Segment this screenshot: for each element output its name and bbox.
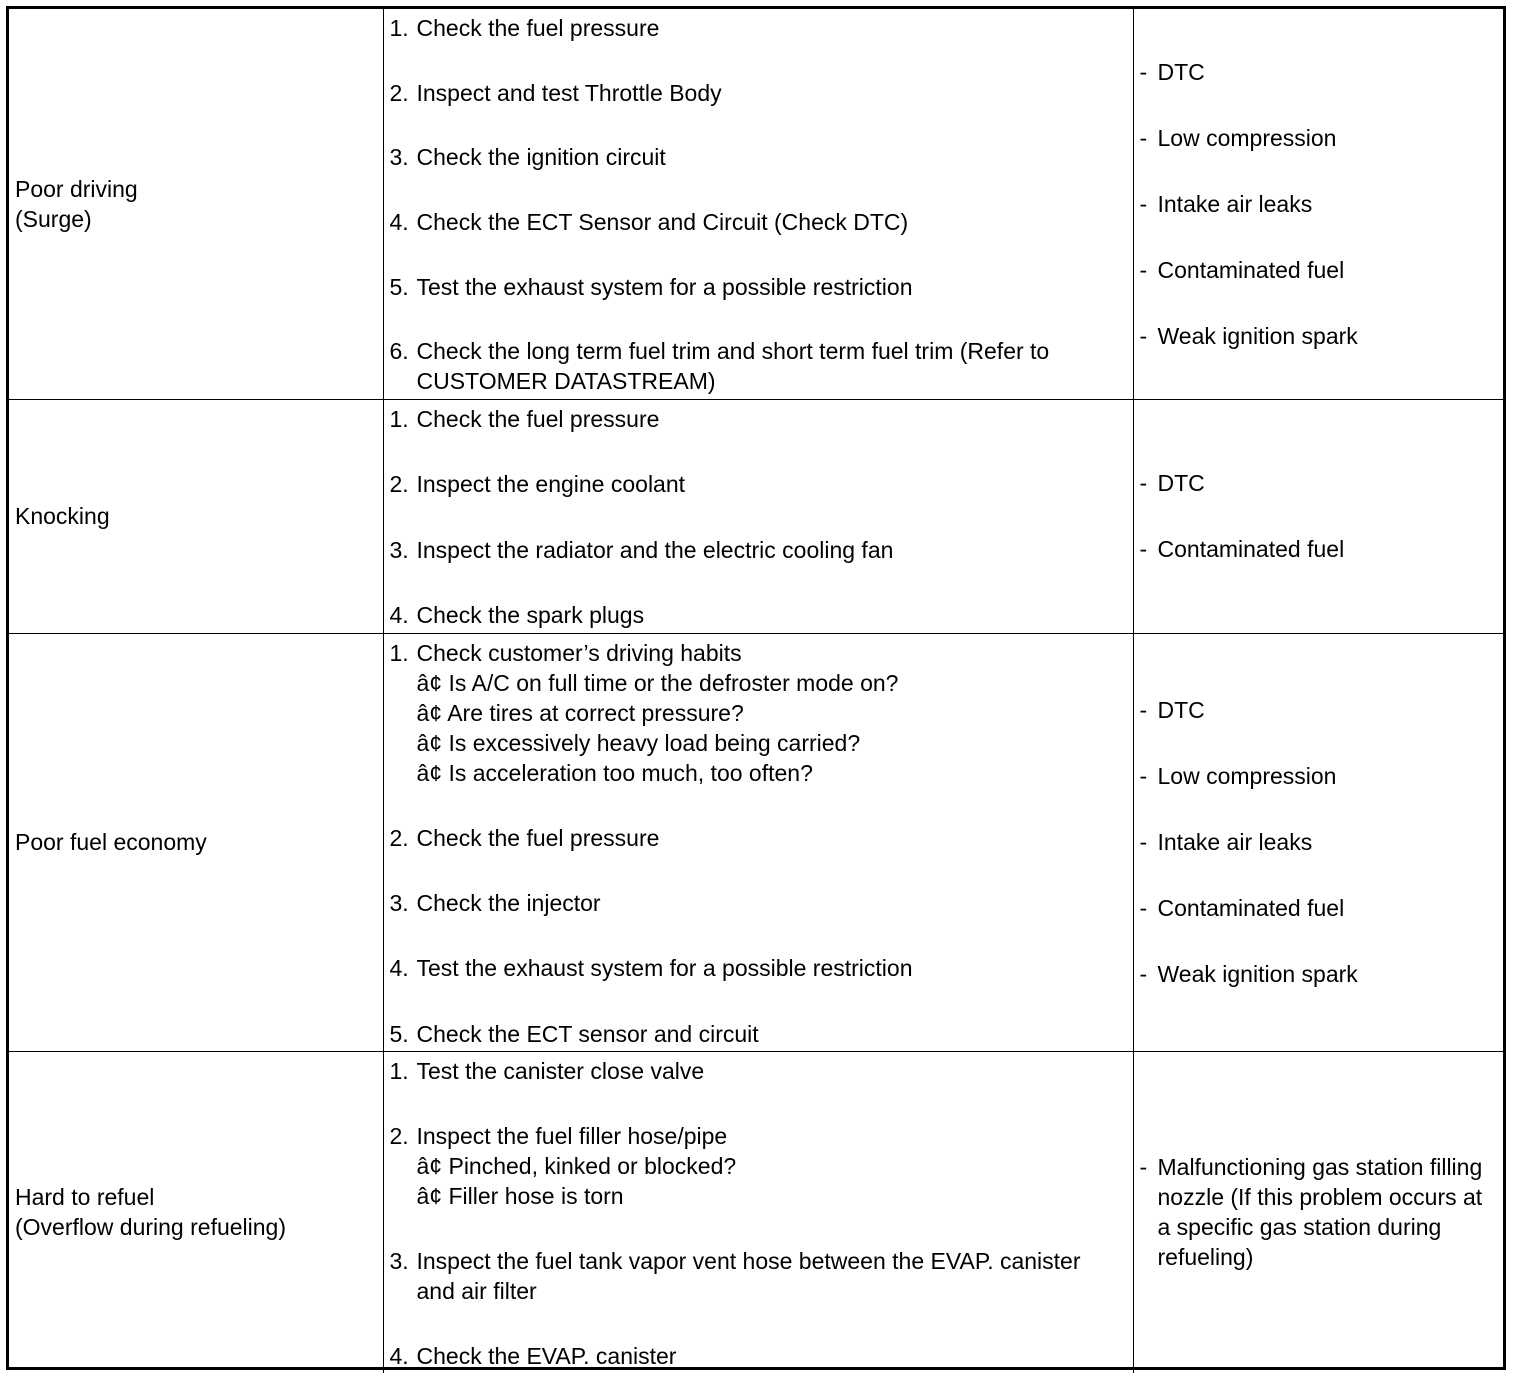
symptom-line: Hard to refuel (15, 1184, 155, 1211)
troubleshooting-table (9, 9, 1503, 1373)
check-step (390, 272, 1119, 302)
causes-cell (1133, 633, 1503, 1051)
step-number: 2. (389, 79, 409, 106)
cause-list (1140, 1152, 1498, 1272)
check-item (390, 404, 1119, 434)
dash-bullet: - (1139, 697, 1148, 723)
cause-item (1140, 57, 1498, 87)
check-item (390, 469, 1119, 499)
step-number: 4. (389, 209, 409, 236)
checks-cell (383, 1051, 1133, 1373)
checks-cell (383, 9, 1133, 399)
causes-cell (1133, 9, 1503, 399)
step-number: 5. (389, 1020, 409, 1047)
dash-bullet: - (1139, 763, 1148, 789)
check-list (390, 1052, 1119, 1374)
check-item (390, 535, 1119, 565)
causes-cell (1133, 1051, 1503, 1373)
check-step (390, 1246, 1119, 1306)
check-item (390, 888, 1119, 918)
step-number: 5. (389, 273, 409, 300)
causes-cell (1133, 399, 1503, 633)
cause-item (1140, 695, 1498, 725)
check-item (390, 336, 1119, 396)
step-number: 1. (389, 1057, 409, 1084)
cause-text: Low compression (1157, 124, 1337, 151)
step-number: 1. (389, 639, 409, 666)
check-step (390, 1341, 1119, 1371)
symptom-line: Poor fuel economy (15, 829, 207, 855)
dash-bullet: - (1139, 124, 1148, 151)
dash-bullet: - (1139, 536, 1148, 562)
step-number: 1. (389, 405, 409, 432)
sub-check-item: â¢ Pinched, kinked or blocked? (416, 1152, 737, 1179)
step-number: 4. (389, 955, 409, 982)
check-item (390, 600, 1119, 630)
check-step (390, 469, 1119, 499)
check-item (390, 1246, 1119, 1306)
sub-check-item: â¢ Is excessively heavy load being carried? (416, 729, 861, 756)
check-item (390, 78, 1119, 108)
dash-bullet: - (1139, 58, 1148, 85)
check-item (390, 953, 1119, 983)
cause-item (1140, 1152, 1498, 1272)
check-step (390, 1019, 1119, 1049)
dash-bullet: - (1139, 1154, 1148, 1181)
cause-text: Contaminated fuel (1157, 256, 1345, 283)
cause-text: DTC (1157, 697, 1205, 723)
check-item (390, 1056, 1119, 1086)
cause-list (1140, 695, 1498, 989)
check-list (390, 400, 1119, 633)
table-row (9, 633, 1503, 1051)
step-number: 6. (389, 338, 409, 365)
table-row (9, 399, 1503, 633)
table-row (9, 9, 1503, 399)
step-text: Test the exhaust system for a possible restriction (416, 955, 913, 982)
step-text: Inspect and test Throttle Body (416, 79, 722, 106)
step-text: Inspect the engine coolant (416, 471, 686, 498)
step-text: Check the long term fuel trim and short term fuel trim (Refer to CUSTOMER DATASTREAM) (416, 338, 1050, 395)
step-number: 4. (389, 1342, 409, 1369)
check-step (390, 823, 1119, 853)
step-number: 4. (389, 602, 409, 629)
cause-item (1140, 189, 1498, 219)
sub-check-item: â¢ Is A/C on full time or the defroster mode on? (416, 669, 899, 696)
dash-bullet: - (1139, 895, 1148, 921)
check-step (390, 638, 1119, 668)
step-number: 1. (389, 15, 409, 41)
check-item (390, 823, 1119, 853)
cause-item (1140, 893, 1498, 923)
cause-text: Low compression (1157, 763, 1337, 789)
step-text: Check the fuel pressure (416, 824, 660, 851)
check-step (390, 336, 1119, 396)
symptom-cell (9, 9, 383, 399)
table-row (9, 1051, 1503, 1373)
check-step (390, 207, 1119, 237)
cause-text: DTC (1157, 470, 1205, 496)
cause-text: Contaminated fuel (1157, 895, 1345, 921)
dash-bullet: - (1139, 190, 1148, 217)
check-item (390, 13, 1119, 43)
check-step (390, 953, 1119, 983)
cause-item (1140, 534, 1498, 564)
step-text: Test the canister close valve (416, 1057, 705, 1084)
step-number: 2. (389, 824, 409, 851)
check-item (390, 272, 1119, 302)
symptom-cell (9, 633, 383, 1051)
step-number: 3. (389, 144, 409, 171)
cause-list (1140, 468, 1498, 564)
cause-text: Weak ignition spark (1157, 322, 1358, 349)
cause-text: Intake air leaks (1157, 829, 1313, 855)
step-text: Check the ignition circuit (416, 144, 666, 171)
dash-bullet: - (1139, 829, 1148, 855)
table-body (9, 9, 1503, 1373)
cause-text: DTC (1157, 58, 1205, 85)
check-item (390, 1019, 1119, 1049)
step-text: Check the ECT sensor and circuit (416, 1020, 759, 1047)
symptom-line: (Surge) (15, 205, 92, 232)
check-item (390, 1341, 1119, 1371)
check-step (390, 535, 1119, 565)
dash-bullet: - (1139, 256, 1148, 283)
step-text: Check the fuel pressure (416, 15, 660, 41)
step-number: 3. (389, 1247, 409, 1274)
symptom-cell (9, 399, 383, 633)
step-text: Check the spark plugs (416, 602, 645, 629)
sub-check-item: â¢ Are tires at correct pressure? (416, 699, 744, 726)
checks-cell (383, 633, 1133, 1051)
cause-text: Malfunctioning gas station filling nozzle (If this problem occurs at a specific gas station during refueling) (1157, 1154, 1483, 1271)
check-step (390, 78, 1119, 108)
check-list (390, 634, 1119, 1051)
check-step (390, 600, 1119, 630)
step-text: Test the exhaust system for a possible restriction (416, 273, 913, 300)
step-text: Check the ECT Sensor and Circuit (Check DTC) (416, 209, 909, 236)
troubleshooting-table-frame (6, 6, 1506, 1370)
cause-item (1140, 255, 1498, 285)
dash-bullet: - (1139, 322, 1148, 349)
sub-check-item: â¢ Filler hose is torn (416, 1182, 624, 1209)
cause-text: Contaminated fuel (1157, 536, 1345, 562)
sub-check-item: â¢ Is acceleration too much, too often? (416, 759, 813, 786)
cause-item (1140, 468, 1498, 498)
symptom-line: Knocking (15, 503, 110, 529)
cause-item (1140, 827, 1498, 857)
step-number: 3. (389, 536, 409, 563)
cause-text: Weak ignition spark (1157, 961, 1358, 987)
cause-item (1140, 321, 1498, 351)
step-text: Check the fuel pressure (416, 405, 660, 432)
step-text: Check customer’s driving habits (416, 639, 742, 666)
check-step (390, 888, 1119, 918)
step-text: Check the EVAP. canister (416, 1342, 677, 1369)
cause-list (1140, 57, 1498, 351)
check-step (390, 1056, 1119, 1086)
step-text: Inspect the fuel filler hose/pipe (416, 1122, 728, 1149)
check-list (390, 9, 1119, 399)
check-step (390, 404, 1119, 434)
checks-cell (383, 399, 1133, 633)
step-text: Inspect the fuel tank vapor vent hose between the EVAP. canister and air filter (416, 1247, 1081, 1304)
symptom-cell (9, 1051, 383, 1373)
check-step (390, 1121, 1119, 1151)
check-item (390, 142, 1119, 172)
cause-item (1140, 761, 1498, 791)
step-number: 2. (389, 1122, 409, 1149)
check-item (390, 638, 1119, 788)
dash-bullet: - (1139, 961, 1148, 987)
step-text: Inspect the radiator and the electric cooling fan (416, 536, 894, 563)
step-number: 2. (389, 471, 409, 498)
check-item (390, 1121, 1119, 1211)
cause-item (1140, 959, 1498, 989)
cause-item (1140, 123, 1498, 153)
symptom-line: Poor driving (15, 175, 138, 202)
step-number: 3. (389, 890, 409, 916)
dash-bullet: - (1139, 470, 1148, 496)
cause-text: Intake air leaks (1157, 190, 1313, 217)
check-step (390, 13, 1119, 43)
step-text: Check the injector (416, 890, 601, 916)
check-item (390, 207, 1119, 237)
check-step (390, 142, 1119, 172)
symptom-line: (Overflow during refueling) (15, 1214, 287, 1241)
